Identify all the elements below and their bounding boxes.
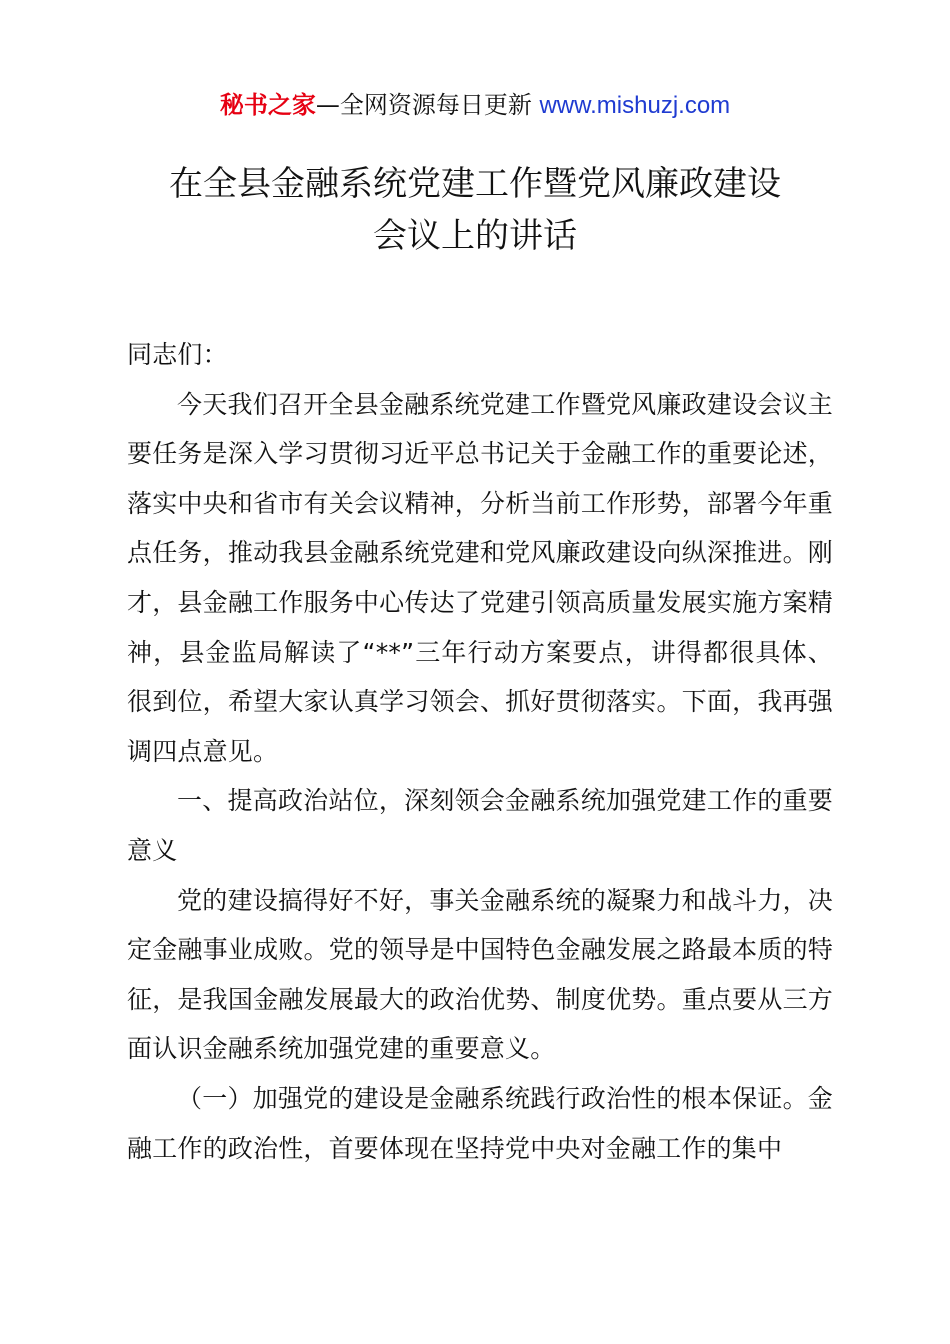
salutation: 同志们： [127, 340, 228, 369]
site-header [0, 88, 950, 123]
document-body [127, 330, 833, 1173]
paragraph-subsection-1: （一）加强党的建设是金融系统践行政治性的根本保证。金融工作的政治性，首要体现在坚持党中央对金融工作的集中 [127, 1083, 833, 1163]
paragraph-intro: 今天我们召开全县金融系统党建工作暨党风廉政建设会议主要任务是深入学习贯彻习近平总书记关于金融工作的重要论述，落实中央和省市有关会议精神，分析当前工作形势，部署今年重点任务，推动我县金融系统党建和党风廉政建设向纵深推进。刚才，县金融工作服务中心传达了党建引领高质量发展实施方案精神，县金监局解读了“**”三年行动方案要点，讲得都很具体、很到位，希望大家认真学习领会、抓好贯彻落实。下面，我再强调四点意见。 [127, 389, 833, 766]
page-title [100, 158, 850, 262]
title-line-2: 会议上的讲话 [373, 216, 577, 256]
title-line-1: 在全县金融系统党建工作暨党风廉政建设 [169, 164, 781, 204]
site-brand: 秘书之家 [219, 91, 316, 119]
section-heading-1: 一、提高政治站位，深刻领会金融系统加强党建工作的重要意义 [127, 786, 833, 865]
site-slogan: —全网资源每日更新 [315, 91, 532, 119]
site-url-link[interactable]: www.mishuzj.com [539, 92, 731, 119]
paragraph-section-1: 党的建设搞得好不好，事关金融系统的凝聚力和战斗力，决定金融事业成败。党的领导是中国特色金融发展之路最本质的特征，是我国金融发展最大的政治优势、制度优势。重点要从三方面认识金融系统加强党建的重要意义。 [127, 885, 833, 1064]
